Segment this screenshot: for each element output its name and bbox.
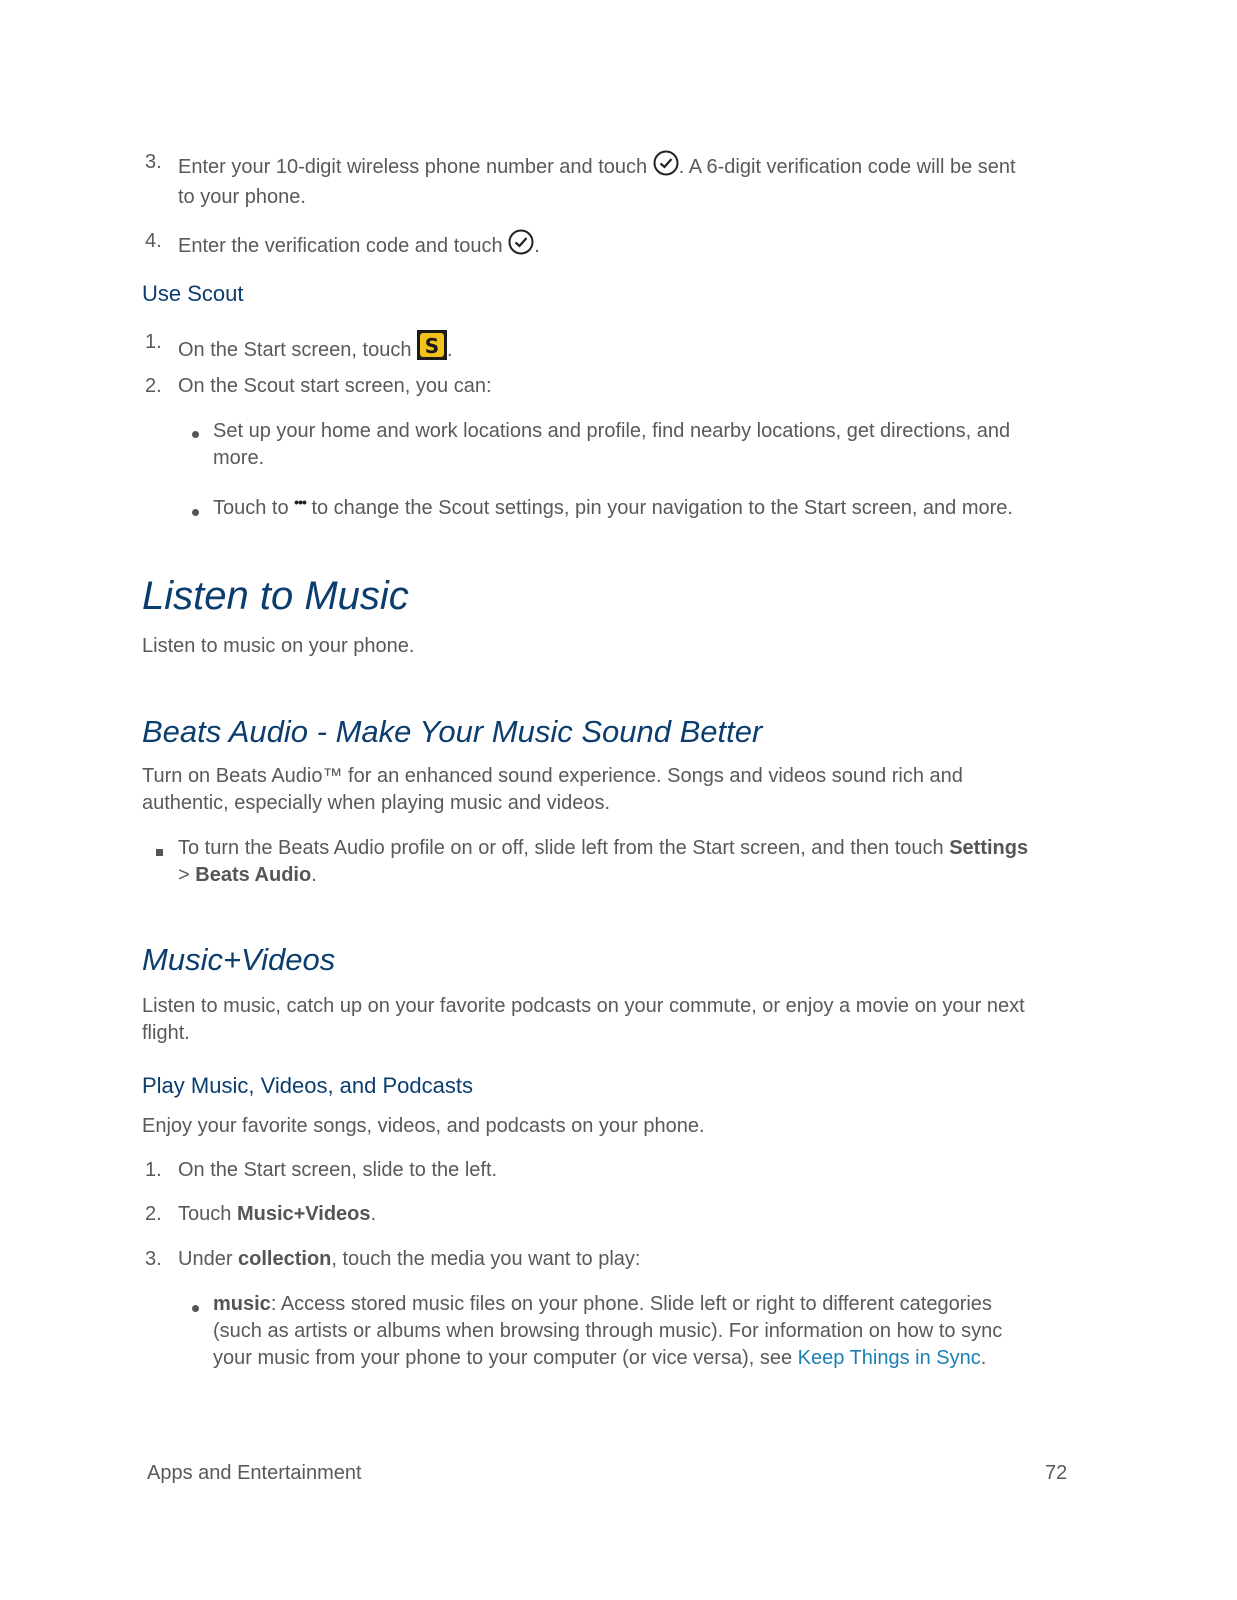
bullet-dot bbox=[192, 509, 199, 516]
play-step-3: Under collection, touch the media you want to play: bbox=[178, 1248, 641, 1270]
play-intro: Enjoy your favorite songs, videos, and podcasts on your phone. bbox=[142, 1115, 705, 1137]
step-number: 2. bbox=[145, 1203, 162, 1225]
step-number: 2. bbox=[145, 375, 162, 397]
play-step-1: On the Start screen, slide to the left. bbox=[178, 1159, 498, 1181]
keep-things-in-sync-link[interactable]: Keep Things in Sync bbox=[797, 1347, 981, 1369]
step-number: 3. bbox=[145, 1248, 162, 1270]
page-title: Listen to Music bbox=[142, 574, 409, 618]
step-number: 3. bbox=[145, 151, 162, 173]
scout-bullet-1: Set up your home and work locations and profile, find nearby locations, get directions, and more. bbox=[213, 420, 1011, 469]
step-3-text: Enter your 10-digit wireless phone number and touch . A 6-digit verification code will be sent to your phone. bbox=[178, 150, 1078, 211]
scout-app-icon bbox=[417, 330, 447, 368]
step-number: 4. bbox=[145, 230, 162, 252]
intro-text: Listen to music on your phone. bbox=[142, 635, 415, 657]
scout-bullet-2: Touch to ••• to change the Scout settings, pin your navigation to the Start screen, and more. bbox=[213, 494, 1013, 519]
play-step-2: Touch Music+Videos. bbox=[178, 1203, 377, 1225]
bullet-dot bbox=[192, 431, 199, 438]
music-bullet: music: Access stored music files on your phone. Slide left or right to different categories (such as artists or albums when browsing through music). For information on how to sync your music from your phone to your computer (or vice versa), see Keep Things in Sync. bbox=[213, 1293, 1003, 1369]
step-number: 1. bbox=[145, 1159, 162, 1181]
page-number: 72 bbox=[1045, 1462, 1068, 1484]
subsection-heading: Play Music, Videos, and Podcasts bbox=[142, 1073, 473, 1098]
step-4-text: Enter the verification code and touch . bbox=[178, 229, 540, 263]
beats-bullet: To turn the Beats Audio profile on or off, slide left from the Start screen, and then touch Settings > Beats Audio. bbox=[178, 837, 1029, 886]
scout-step-1-text: On the Start screen, touch S . bbox=[178, 330, 453, 368]
bullet-square bbox=[156, 849, 163, 856]
section-heading: Use Scout bbox=[142, 281, 244, 306]
check-circle-icon bbox=[508, 229, 534, 263]
beats-paragraph: Turn on Beats Audio™ for an enhanced sound experience. Songs and videos sound rich and authentic, especially when playing music and videos. bbox=[142, 765, 963, 814]
section-title: Music+Videos bbox=[142, 942, 336, 977]
footer-section: Apps and Entertainment bbox=[147, 1462, 362, 1484]
section-title: Beats Audio - Make Your Music Sound Better bbox=[142, 714, 763, 749]
check-circle-icon bbox=[653, 150, 679, 184]
more-dots-icon: ••• bbox=[294, 494, 306, 510]
svg-text:S: S bbox=[424, 334, 440, 358]
scout-step-2-text: On the Scout start screen, you can: bbox=[178, 375, 492, 397]
mv-paragraph: Listen to music, catch up on your favorite podcasts on your commute, or enjoy a movie on your next flight. bbox=[142, 995, 1025, 1044]
step-number: 1. bbox=[145, 331, 162, 353]
bullet-dot bbox=[192, 1305, 199, 1312]
